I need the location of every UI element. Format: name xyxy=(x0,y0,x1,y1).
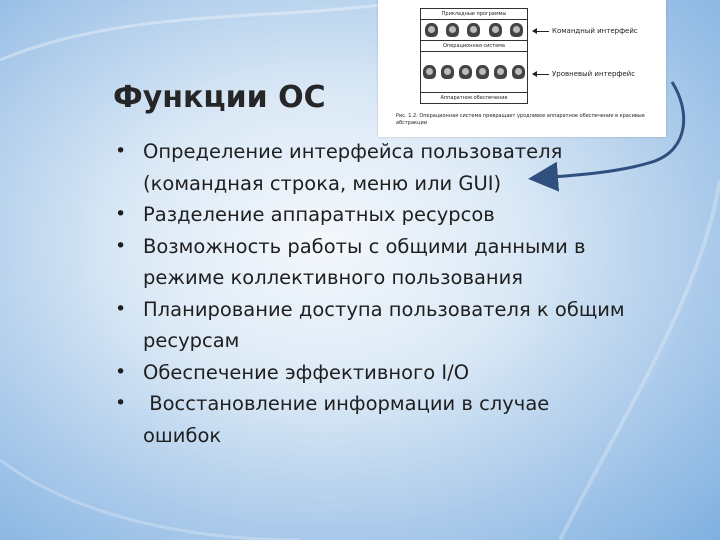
arrow-left-icon xyxy=(533,31,549,32)
os-layers-figure xyxy=(378,0,666,137)
figure-row-hardware: Аппаратное обеспечение xyxy=(420,92,528,104)
bullet-icon: • xyxy=(115,203,127,225)
bullet-item xyxy=(113,357,633,389)
bullet-text: Восстановление информации в случае ошибок xyxy=(143,392,556,447)
arrow-left-icon xyxy=(533,74,549,75)
figure-device-icon xyxy=(423,65,436,79)
figure-arrow-label: Командный интерфейс xyxy=(552,27,638,35)
bullet-item xyxy=(113,294,633,357)
bullet-text: Возможность работы с общими данными в режиме коллективного пользования xyxy=(143,234,586,289)
bullet-text: Обеспечение эффективного I/O xyxy=(143,360,470,384)
figure-icons-band xyxy=(420,20,528,40)
figure-user-icon xyxy=(425,23,438,37)
bullet-item xyxy=(113,199,633,231)
figure-row-os: Операционная система xyxy=(420,40,528,52)
bullet-icon: • xyxy=(115,360,127,383)
bullet-item xyxy=(113,231,633,294)
bullet-list xyxy=(113,136,633,451)
figure-arrow-command xyxy=(533,27,638,35)
bullet-icon: • xyxy=(115,297,127,320)
slide-title: Функции ОС xyxy=(113,80,326,115)
bullet-item xyxy=(113,136,633,199)
bullet-icon: • xyxy=(115,392,127,414)
figure-device-icon xyxy=(476,65,489,79)
bullet-text: Разделение аппаратных ресурсов xyxy=(143,203,495,226)
bullet-icon: • xyxy=(115,234,127,257)
figure-device-icon xyxy=(441,65,454,79)
figure-caption: Рис. 1.2. Операционная система превращает уродливое аппаратное обеспечение в красивые абстракции xyxy=(396,113,645,126)
bullet-text: Планирование доступа пользователя к общим ресурсам xyxy=(143,297,625,352)
figure-device-icon xyxy=(459,65,472,79)
figure-user-icon xyxy=(446,23,459,37)
figure-device-icon xyxy=(512,65,525,79)
figure-arrow-layer xyxy=(533,70,635,78)
bullet-text: Определение интерфейса пользователя (командная строка, меню или GUI) xyxy=(143,140,563,195)
bullet-item xyxy=(113,388,633,451)
figure-arrow-label: Уровневый интерфейс xyxy=(552,70,636,78)
figure-row-applications: Прикладные программы xyxy=(420,8,528,20)
figure-user-icon xyxy=(467,23,480,37)
figure-hardware-band xyxy=(420,52,528,92)
figure-device-icon xyxy=(494,65,507,79)
figure-user-icon xyxy=(489,23,502,37)
figure-user-icon xyxy=(510,23,523,37)
bullet-icon: • xyxy=(115,140,127,162)
